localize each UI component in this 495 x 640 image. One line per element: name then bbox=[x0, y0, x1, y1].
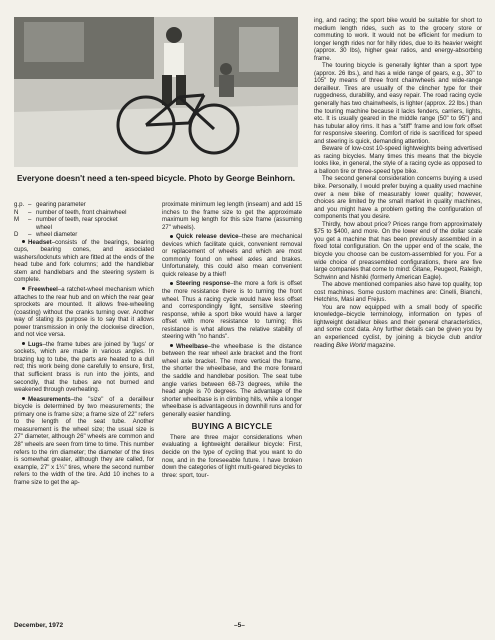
headset-paragraph: Headset–consists of the bearings, bearing cups, bearing cones, and associated washers/locknuts which are fitted at the ends of the head tube and fork columns; add the handlebar stem and handlebars and the steering system is complete. bbox=[14, 238, 154, 284]
companies-paragraph: The above mentioned companies also have top quality, top cost machines. Some custom machines are: Cinelli, Bianchi, Hetchins, Masi and Frejus. bbox=[314, 281, 482, 304]
footer-date: December, 1972 bbox=[14, 622, 64, 629]
definition-symbol: M bbox=[14, 216, 20, 224]
photo-caption: Everyone doesn't need a ten-speed bicycle. Photo by George Beinhorn. bbox=[16, 174, 296, 183]
bicycle-photo bbox=[14, 17, 298, 167]
leg-length-paragraph: proximate minimum leg length (inseam) and add 15 inches to the frame size to get the approximate maximum leg length for this size frame (assuming 27" wheels). bbox=[162, 201, 302, 231]
used-bike-paragraph: The second general consideration concerns buying a used bike. Personally, I would prefer buying a quality used machine over a new bike of measurably lower quality; however, choices are limited by the small market in quality machines, and you might have a problem getting the configuration of components that you desire. bbox=[314, 175, 482, 221]
wheelbase-paragraph: Wheelbase–the wheelbase is the distance between the rear wheel axle bracket and the front wheel axle bracket. The more vertical the frame, the shorter the wheelbase, and the more forward the saddle and handlebar position. The seat tube angle varies between 68-73 degrees, while the head angle is 70 degrees. The advantage of the shorter wheelbase is in climbing hills, while a longer wheelbase is advantageous in downhill runs and for generally easier handling. bbox=[162, 342, 302, 418]
column-2 bbox=[162, 201, 302, 479]
definition-text: gearing parameter bbox=[36, 201, 86, 208]
page-number: –5– bbox=[234, 622, 245, 629]
definition-row: D – wheel diameter bbox=[14, 231, 154, 239]
touring-paragraph: The touring bicycle is generally lighter than a sport type (approx. 26 lbs.), and has a wide range of gears, e.g., 30" to 105" by means of three front chainwheels and wide-range derailleur. Tires are usually of the clincher type for their ruggedness, durability, and easy repair. The road racing cycle generally has two chainwheels, is lighter (approx. 22 lbs.) than the touring machine because it lacks fenders, carriers, lights, etc. It is usually geared in the middle range (50" to 95") and has tubular alloy rims. It has a "stiff" frame and low fork offset for responsive steering. Comfort of ride is sacrificed for speed and steering is quick, demanding attention. bbox=[314, 62, 483, 145]
section-heading: BUYING A BICYCLE bbox=[191, 422, 273, 432]
definition-row: M – number of teeth, rear sprocket bbox=[14, 216, 154, 224]
price-paragraph: Thirdly, how about price? Prices range from approximately $75 to $400, and more. On the lower end of the dollar scale you get a machine that has been previously assembled in a fixed total configuration. On the upper end of the scale, the bicycle you choose can be custom-assembled for you. For a wide choice of preassembled configurations, there are five large companies that come to mind: Gitane, Peugeot, Raleigh, Schwinn and Nishiki (formerly American Eagle). bbox=[314, 220, 483, 281]
definition-symbol: N bbox=[14, 208, 19, 216]
quick-release-paragraph: Quick release device–these are mechanical devices which facilitate quick, convenient removal or replacement of wheels and which are most commonly found on wheel axles and brakes. Unfortunately, this could also mean convenient quick release by a thief! bbox=[162, 233, 302, 278]
beware-paragraph: Beware of low-cost 10-speed lightweights being advertised as racing bicycles. Many times this means that the bicycle looks like, in general, the style of a racing cycle as opposed to a balloon tire or three-speed type bike. bbox=[314, 145, 482, 175]
measurements-paragraph: Measurements–the "size" of a derailleur bicycle is determined by two measurements; the primary one is frame size; a frame size of 22" refers to the length of the seat tube. Another measurement is the wheel size; the usual size is 27" diameter, although 26" wheels are common and 28" wheels are seen from time to time. This number refers to the rim diameter; the diameter of the tires is somewhat greater, although they are called, for example, 27" x 1¼" tires, where the second number refers to the width of the tire. Add 10 inches to a frame size to get the ap- bbox=[14, 395, 154, 486]
bicycle-photo-image bbox=[14, 17, 298, 167]
column-1 bbox=[14, 201, 154, 486]
definition-row: N – number of teeth, front chainwheel bbox=[14, 209, 154, 217]
definition-symbol: D bbox=[14, 231, 19, 239]
column-3 bbox=[314, 17, 482, 349]
definition-list bbox=[14, 201, 154, 239]
sport-bike-paragraph: ing, and racing; the sport bike would be suitable for short to medium length rides, such as to the grocery store or commuting to work. It would not be efficient for medium to longer length rides nor for hilly rides, due to its heavier weight (approx. 30 lbs), higher gear ratios, and energy-absorbing frame. bbox=[314, 17, 482, 62]
lugs-paragraph: Lugs–the frame tubes are joined by 'lugs' or sockets, which are made in various angles. In brazing lug to tube, the parts are heated to a dull red; this work being done carefully to ensure, first, that sufficient brass is run into the joints, and secondly, that the tubes are not burned and weakened through overheating. bbox=[14, 340, 154, 394]
conclusion-paragraph: You are now equipped with a small body of specific knowledge–bicycle terminology, information on types of lightweight derailleur bikes and their general characteristics, and some cost data. Any further details can be given you by an experienced cyclist, by joining a bicycle club and/or reading Bike World magazine. bbox=[314, 303, 482, 349]
definition-symbol: g.p. bbox=[14, 201, 25, 208]
definition-text: number of teeth, rear sprocket bbox=[36, 216, 118, 224]
freewheel-paragraph: Freewheel–a ratchet-wheel mechanism which attaches to the rear hub and on which the rear gear sprockets are mounted. It allows free-wheeling (coasting) without the cranks turning over. Another way of stating its purpose is to say that it allows power transmission in only the clockwise direction, and not vice versa. bbox=[14, 286, 154, 339]
steering-paragraph: Steering response–the more a fork is offset the more resistance there is to turning the front wheel. Thus a racing cycle would have less offset and correspondingly light, sensitive steering response, while a sport bike would have a larger offset with more resistance to turning; this resistance is what allows the relative stability of steering with "no hands". bbox=[162, 280, 303, 341]
definition-row: g.p. – gearing parameter bbox=[14, 201, 154, 209]
buying-paragraph: There are three major considerations when evaluating a lightweight derailleur bicycle: First, decide on the type of cycling that you want to do now, and in the foreseeable future. I have broken down the categories of light multi-geared bicycles to three: sport, tour- bbox=[162, 433, 302, 479]
magazine-title: Bike World bbox=[336, 341, 366, 349]
definition-continuation: wheel bbox=[36, 223, 52, 231]
definition-text: number of teeth, front chainwheel bbox=[36, 208, 127, 216]
definition-text: wheel diameter bbox=[36, 231, 78, 239]
